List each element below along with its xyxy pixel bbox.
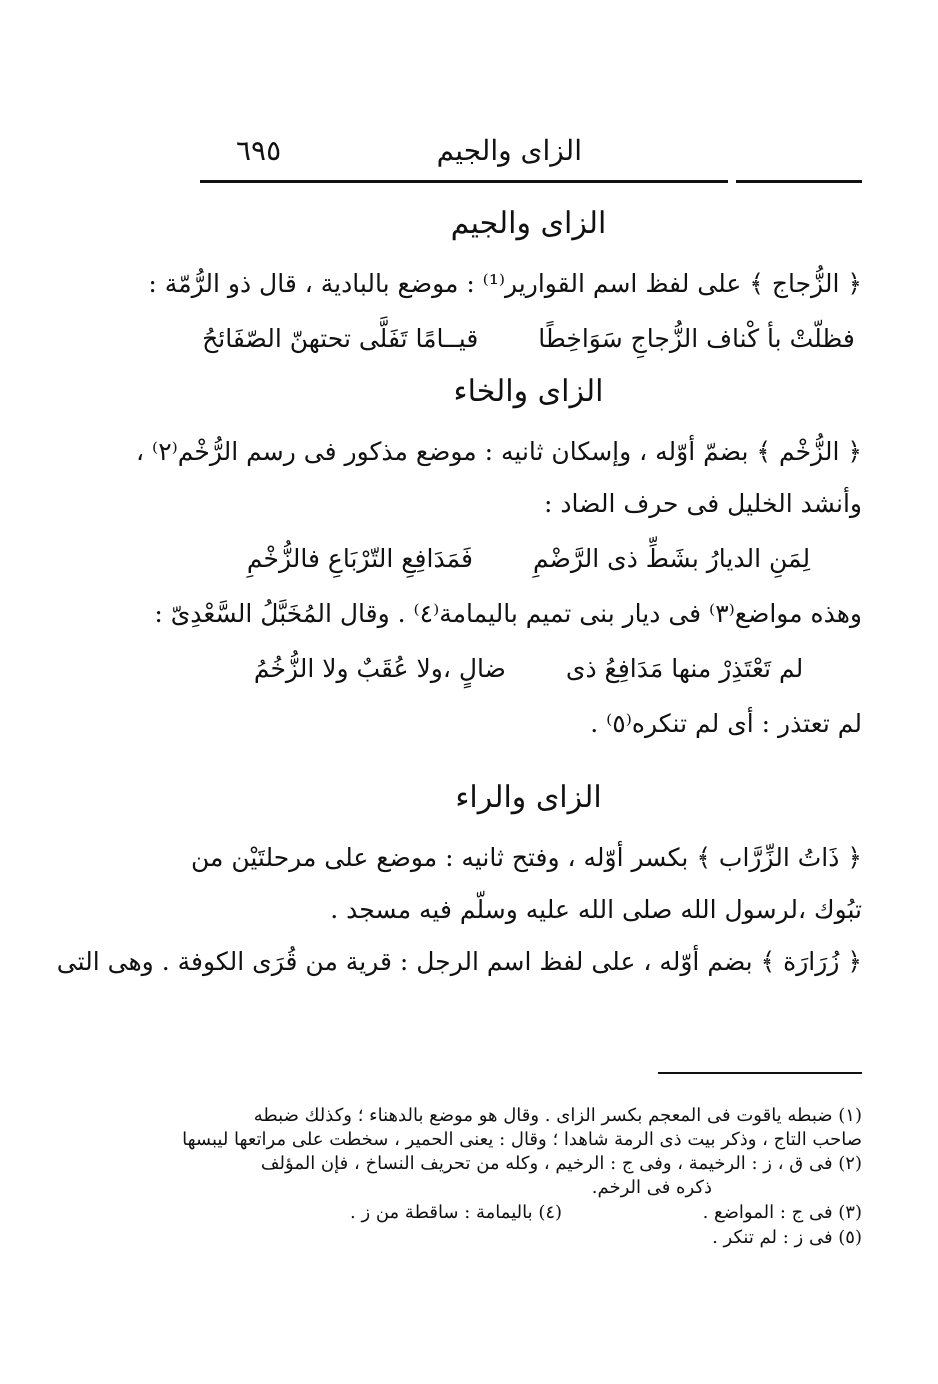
verse-hemistich-2: ضالٍ ،ولا عُقَبٌ ولا الزُّخُمُ: [253, 654, 506, 683]
header-rule-right: [736, 180, 862, 183]
verse-hemistich-1: لِمَنِ الديارُ بشَطِّ ذى الرَّضْمِ: [532, 544, 811, 573]
entry-zurara-line-1: ﴿ زُرَارَة ﴾ بضم أوّله ، على لفظ اسم الرجل : قرية من قُرَى الكوفة . وهى التى: [56, 947, 862, 976]
footnote-2-line-1: (٢) فى ق ، ز : الرخيمة ، وفى ج : الرخيم ، وكله من تحريف النساخ ، فإن المؤلف: [260, 1153, 862, 1174]
verse-hemistich-2: فَمَدَافِعِ التّرْبَاعِ فالزُّخْمِ: [246, 544, 473, 573]
entry-zirrab-line-1: ﴿ ذَاتُ الزِّرَّاب ﴾ بكسر أوّله ، وفتح ثانيه : موضع على مرحلتَيْن من: [190, 843, 862, 872]
verse-khalil: [195, 530, 862, 588]
footnote-4: (٤) باليمامة : ساقطة من ز .: [350, 1202, 563, 1223]
section-title-zay-kha: الزاى والخاء: [453, 374, 604, 409]
verse-mukhabbal: [195, 640, 862, 698]
verse-hemistich-2: قيــامًا تَفَلَّى تحتهنّ الصّفَائحُ: [202, 324, 479, 353]
header-rule-left: [200, 180, 728, 183]
entry-zukhm-line-2: وأنشد الخليل فى حرف الضاد :: [544, 489, 862, 518]
footnote-5: (٥) فى ز : لم تنكر .: [712, 1227, 862, 1248]
footnote-rule: [658, 1072, 862, 1074]
footnote-2-line-2: ذكره فى الرخم.: [591, 1177, 712, 1198]
footnote-1-line-2: صاحب التاج ، وذكر بيت ذى الرمة شاهدا ؛ وقال : يعنى الحمير ، سخطت على مراتعها ليبسها: [182, 1129, 862, 1150]
footnote-1-line-1: (١) ضبطه ياقوت فى المعجم بكسر الزاى . وقال هو موضع بالدهناء ؛ وكذلك ضبطه: [253, 1105, 862, 1126]
running-head: [200, 128, 862, 178]
footnote-3-4-row: [200, 1200, 862, 1226]
verse-hemistich-1: لم تَعْتَذِرْ منها مَدَافِعُ ذى: [565, 654, 804, 683]
entry-zukhm-line-1: ﴿ الزُّخْم ﴾ بضمّ أوّله ، وإسكان ثانيه : موضع مذكور فى رسم الرُّخْم⁽٢⁾ ،: [136, 437, 862, 466]
footnote-3: (٣) فى ج : المواضع .: [702, 1202, 862, 1223]
entry-zujaj: ﴿ الزُّجاج ﴾ على لفظ اسم القوارير⁽¹⁾ : موضع بالبادية ، قال ذو الرُّمّة :: [148, 269, 862, 298]
verse-hemistich-1: فظلّتْ بأ كْناف الزُّجاجِ سَوَاخِطًا: [538, 324, 855, 353]
footnotes: [182, 1104, 862, 1250]
section-title-zay-ra: الزاى والراء: [455, 780, 602, 815]
verse-dhu-rumma: [195, 310, 862, 368]
entry-zirrab-line-2: تبُوك ،لرسول الله صلى الله عليه وسلّم فيه مسجد .: [330, 895, 862, 924]
main-text: [56, 200, 862, 988]
running-title: الزاى والجيم: [436, 134, 582, 167]
page-number: ٦٩٥: [236, 134, 282, 167]
entry-zukhm-line-4: لم تعتذر : أى لم تنكره⁽٥⁾ .: [590, 709, 862, 738]
section-title-zay-jim: الزاى والجيم: [450, 206, 607, 241]
entry-zukhm-line-3: وهذه مواضع⁽٣⁾ فى ديار بنى تميم باليمامة⁽٤⁾ . وقال المُخَبَّلُ السَّعْدِىّ :: [154, 599, 862, 628]
